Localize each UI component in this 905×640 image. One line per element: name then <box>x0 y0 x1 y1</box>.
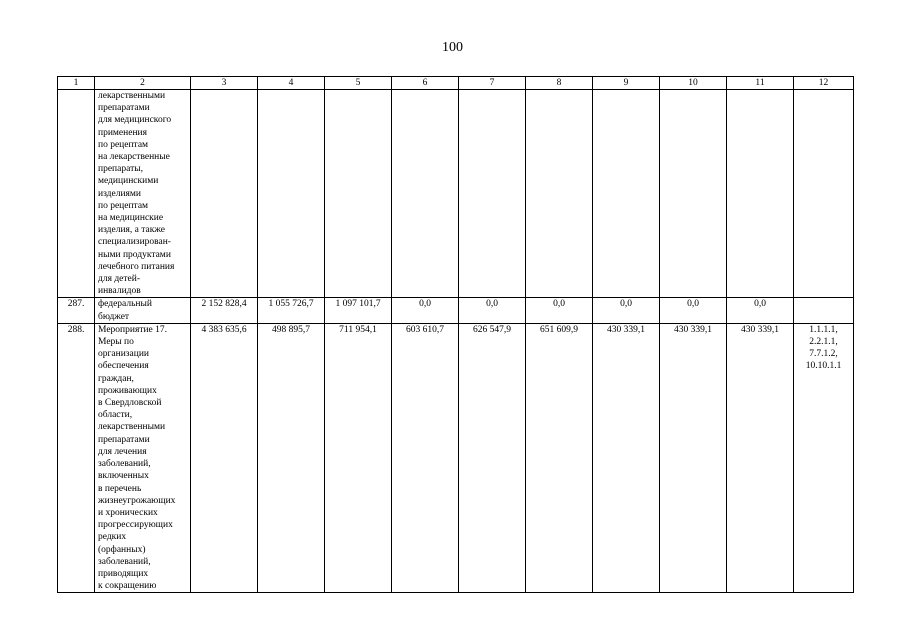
column-header-6: 6 <box>392 77 459 90</box>
value-cell: 626 547,9 <box>459 323 526 592</box>
value-cell: 0,0 <box>459 298 526 323</box>
value-cell: 430 339,1 <box>727 323 794 592</box>
target-codes-cell <box>794 90 854 298</box>
value-cell <box>392 90 459 298</box>
row-number-cell: 287. <box>58 298 95 323</box>
description-cell: Мероприятие 17. Меры по организации обеспечения граждан, проживающих в Свердловской области, лекарственными препаратами для лечения заболеваний, включенных в перечень жизнеугрожающих и хронических прогрессирующих редких (орфанных) заболеваний, приводящих к сокращению <box>95 323 191 592</box>
column-header-10: 10 <box>660 77 727 90</box>
value-cell: 0,0 <box>727 298 794 323</box>
value-cell <box>258 90 325 298</box>
column-header-9: 9 <box>593 77 660 90</box>
column-header-3: 3 <box>191 77 258 90</box>
value-cell: 1 055 726,7 <box>258 298 325 323</box>
value-cell: 498 895,7 <box>258 323 325 592</box>
value-cell: 4 383 635,6 <box>191 323 258 592</box>
value-cell: 0,0 <box>526 298 593 323</box>
column-header-4: 4 <box>258 77 325 90</box>
table-row-287 <box>58 298 854 323</box>
value-cell: 0,0 <box>593 298 660 323</box>
value-cell: 651 609,9 <box>526 323 593 592</box>
budget-table <box>57 76 854 593</box>
value-cell: 0,0 <box>392 298 459 323</box>
header-row <box>58 77 854 90</box>
description-cell: федеральный бюджет <box>95 298 191 323</box>
row-number-cell: 288. <box>58 323 95 592</box>
value-cell: 2 152 828,4 <box>191 298 258 323</box>
column-header-11: 11 <box>727 77 794 90</box>
target-codes-cell <box>794 298 854 323</box>
column-header-1: 1 <box>58 77 95 90</box>
value-cell <box>325 90 392 298</box>
value-cell <box>459 90 526 298</box>
row-number-cell <box>58 90 95 298</box>
column-header-12: 12 <box>794 77 854 90</box>
value-cell: 603 610,7 <box>392 323 459 592</box>
value-cell: 430 339,1 <box>660 323 727 592</box>
value-cell: 711 954,1 <box>325 323 392 592</box>
value-cell: 0,0 <box>660 298 727 323</box>
value-cell <box>660 90 727 298</box>
value-cell <box>526 90 593 298</box>
table-row-continuation <box>58 90 854 298</box>
column-header-2: 2 <box>95 77 191 90</box>
value-cell <box>727 90 794 298</box>
value-cell <box>191 90 258 298</box>
column-header-8: 8 <box>526 77 593 90</box>
value-cell: 1 097 101,7 <box>325 298 392 323</box>
column-header-5: 5 <box>325 77 392 90</box>
target-codes-cell: 1.1.1.1, 2.2.1.1, 7.7.1.2, 10.10.1.1 <box>794 323 854 592</box>
value-cell <box>593 90 660 298</box>
value-cell: 430 339,1 <box>593 323 660 592</box>
description-cell: лекарственными препаратами для медицинского применения по рецептам на лекарственные препараты, медицинскими изделиями по рецептам на медицинские изделия, а также специализирован- ными продуктами лечебного питания для детей- инвалидов <box>95 90 191 298</box>
page-number: 100 <box>442 40 463 55</box>
table-row-288 <box>58 323 854 592</box>
column-header-7: 7 <box>459 77 526 90</box>
